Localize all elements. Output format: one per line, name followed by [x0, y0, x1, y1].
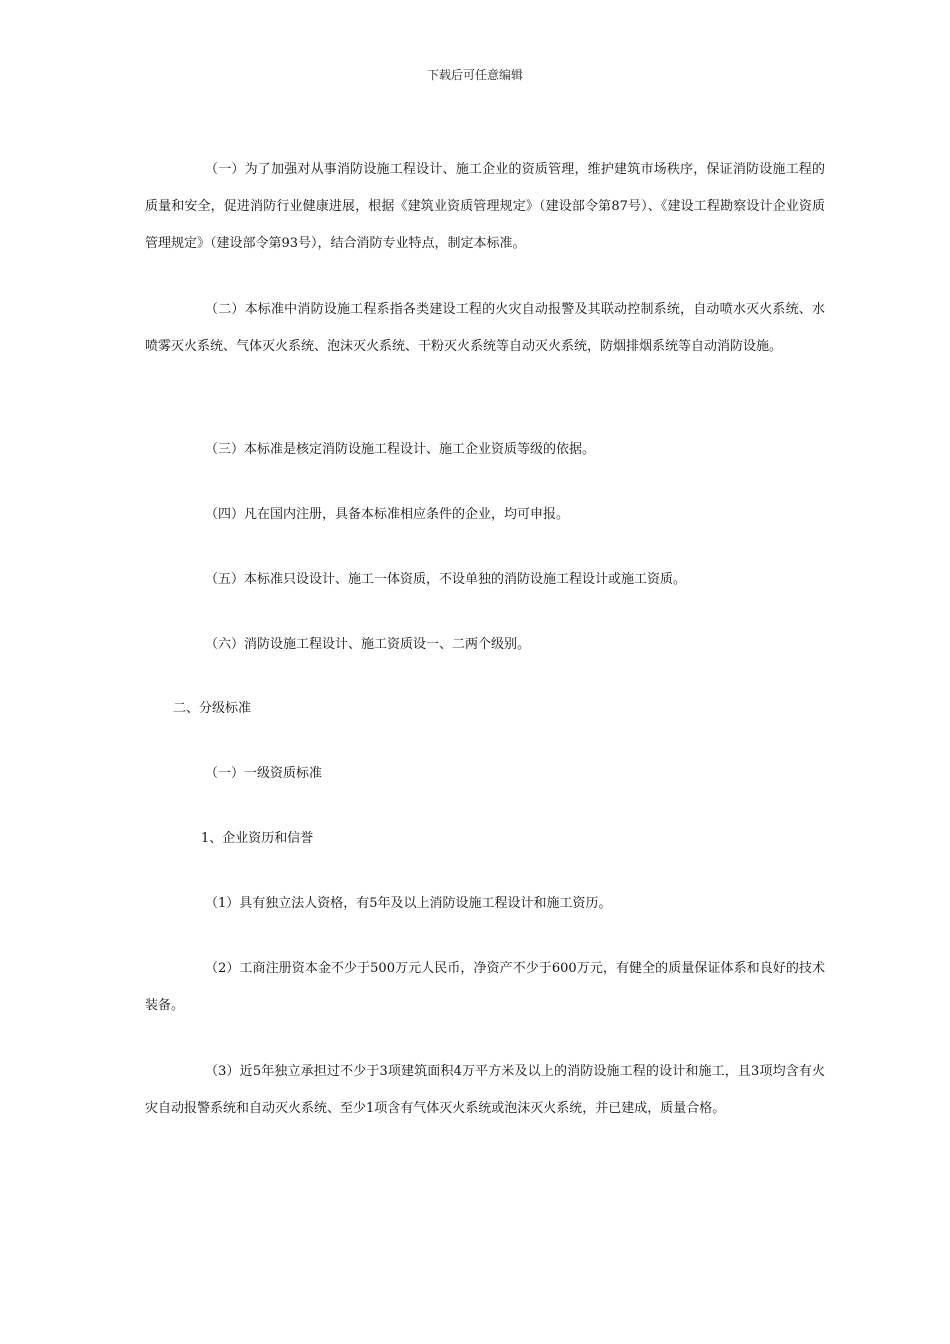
- paragraph-4: （四）凡在国内注册，具备本标准相应条件的企业，均可申报。: [205, 507, 570, 522]
- paragraph-8: （2）工商注册资本金不少于500万元人民币，净资产不少于600万元，有健全的质量保证体系和良好的技术装备。: [145, 961, 825, 1013]
- page-header: 下载后可任意编辑: [426, 68, 523, 82]
- paragraph-7: （1）具有独立法人资格，有5年及以上消防设施工程设计和施工资历。: [205, 896, 612, 911]
- paragraph-6: （六）消防设施工程设计、施工资质设一、二两个级别。: [205, 637, 531, 652]
- paragraph-2: （二）本标准中消防设施工程系指各类建设工程的火灾自动报警及其联动控制系统，自动喷水灭火系统、水喷雾灭火系统、气体灭火系统、泡沫灭火系统、干粉灭火系统等自动灭火系统，防烟排烟系统等自动消防设施。: [145, 302, 825, 354]
- subsection-heading: （一）一级资质标准: [205, 766, 323, 781]
- item-heading: 1、企业资历和信誉: [201, 831, 314, 846]
- paragraph-1: （一）为了加强对从事消防设施工程设计、施工企业的资质管理，维护建筑市场秩序，保证消防设施工程的质量和安全，促进消防行业健康进展，根据《建筑业资质管理规定》（建设部令第87号）、《建设工程勘察设计企业资质管理规定》（建设部令第93号），结合消防专业特点，制定本标准。: [145, 162, 825, 251]
- paragraph-5: （五）本标准只设设计、施工一体资质，不设单独的消防设施工程设计或施工资质。: [205, 572, 687, 587]
- section-heading: 二、分级标准: [173, 701, 252, 716]
- paragraph-9: （3）近5年独立承担过不少于3项建筑面积4万平方米及以上的消防设施工程的设计和施工，且3项均含有火灾自动报警系统和自动灭火系统、至少1项含有气体灭火系统或泡沫灭火系统，并已建成，质量合格。: [145, 1064, 825, 1116]
- paragraph-3: （三）本标准是核定消防设施工程设计、施工企业资质等级的依据。: [205, 442, 596, 457]
